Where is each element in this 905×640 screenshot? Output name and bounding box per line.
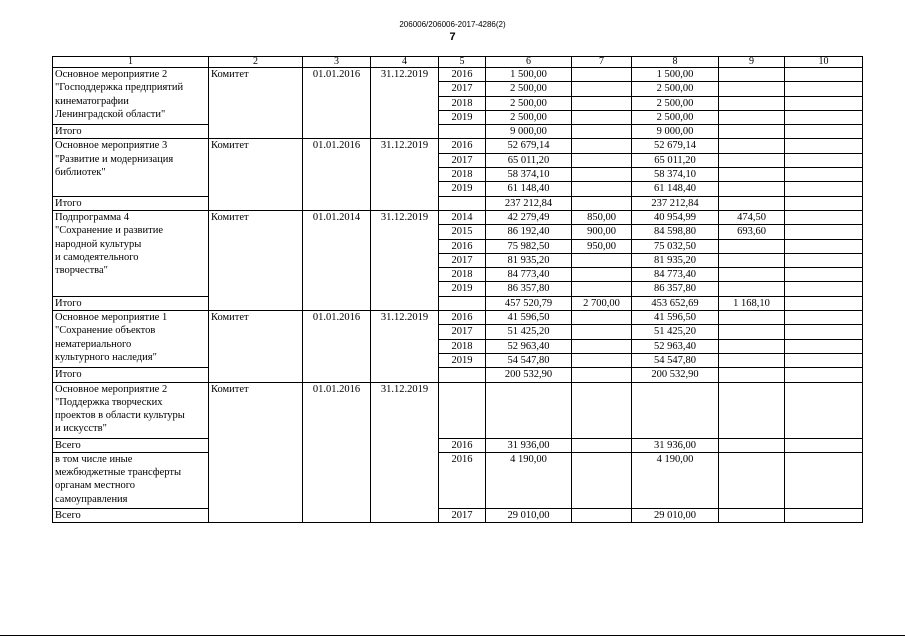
- amount-regional: 75 032,50: [632, 239, 719, 253]
- amount-regional: 29 010,00: [632, 508, 719, 522]
- amount-local: [719, 311, 785, 325]
- year-cell: 2018: [439, 168, 486, 182]
- activity-name: [53, 68, 209, 125]
- row-label: [53, 452, 209, 508]
- amount-regional: 40 954,99: [632, 210, 719, 224]
- amount-other: [785, 153, 863, 167]
- amount-total: 2 500,00: [486, 110, 572, 124]
- activity-name: [53, 311, 209, 368]
- total-row: [53, 125, 863, 139]
- year-cell: 2016: [439, 438, 486, 452]
- amount-regional: 51 425,20: [632, 325, 719, 339]
- year-cell: 2018: [439, 268, 486, 282]
- amount-federal: [572, 339, 632, 353]
- amount-other: [785, 139, 863, 153]
- column-header: 4: [371, 57, 439, 68]
- amount-other: [785, 282, 863, 296]
- amount-total: 41 596,50: [486, 311, 572, 325]
- amount-total: 86 357,80: [486, 282, 572, 296]
- amount-total: 86 192,40: [486, 225, 572, 239]
- amount-local: [719, 452, 785, 508]
- executor: Комитет: [209, 139, 303, 210]
- amount-federal: [572, 153, 632, 167]
- amount-local: [719, 253, 785, 267]
- amount-total: 52 963,40: [486, 339, 572, 353]
- amount-total: 58 374,10: [486, 168, 572, 182]
- amount-regional: 52 679,14: [632, 139, 719, 153]
- year-cell: 2017: [439, 325, 486, 339]
- year-cell: 2016: [439, 311, 486, 325]
- year-cell: 2019: [439, 110, 486, 124]
- activity-name: [53, 139, 209, 196]
- amount-total: 52 679,14: [486, 139, 572, 153]
- amount-federal: 950,00: [572, 239, 632, 253]
- end-date: 31.12.2019: [371, 382, 439, 523]
- cell-text-line: и самодеятельного: [55, 251, 139, 263]
- amount-total: 457 520,79: [486, 296, 572, 310]
- cell-text-line: народной культуры: [55, 238, 142, 250]
- year-cell: 2017: [439, 82, 486, 96]
- amount-regional: 52 963,40: [632, 339, 719, 353]
- amount-federal: [572, 110, 632, 124]
- cell-text-line: межбюджетные трансферты: [55, 467, 181, 479]
- year-cell: [439, 368, 486, 382]
- year-cell: 2016: [439, 452, 486, 508]
- cell-text-line: Основное мероприятие 3: [55, 140, 168, 152]
- column-header: 2: [209, 57, 303, 68]
- amount-total: 65 011,20: [486, 153, 572, 167]
- amount-local: 693,60: [719, 225, 785, 239]
- amount-federal: [572, 182, 632, 196]
- amount-federal: [572, 96, 632, 110]
- amount-other: [785, 296, 863, 310]
- amount-other: [785, 311, 863, 325]
- amount-regional: 2 500,00: [632, 82, 719, 96]
- amount-local: [719, 110, 785, 124]
- total-label: Итого: [53, 125, 209, 139]
- amount-regional: 2 500,00: [632, 96, 719, 110]
- amount-regional: 61 148,40: [632, 182, 719, 196]
- amount-federal: [572, 268, 632, 282]
- cell-text-line: творчества": [55, 265, 108, 277]
- table-row: [53, 139, 863, 153]
- amount-regional: 84 773,40: [632, 268, 719, 282]
- amount-local: [719, 268, 785, 282]
- document-id: 206006/206006-2017-4286(2): [399, 20, 506, 29]
- empty-cell: [486, 382, 572, 438]
- start-date: 01.01.2016: [303, 68, 371, 139]
- amount-federal: 850,00: [572, 210, 632, 224]
- start-date: 01.01.2016: [303, 382, 371, 523]
- cell-text-line: Основное мероприятие 1: [55, 312, 168, 324]
- amount-local: 474,50: [719, 210, 785, 224]
- cell-text-line: в том числе иные: [55, 453, 133, 465]
- amount-local: [719, 96, 785, 110]
- cell-text-line: кинематографии: [55, 95, 129, 107]
- amount-regional: 86 357,80: [632, 282, 719, 296]
- amount-federal: [572, 125, 632, 139]
- amount-regional: 54 547,80: [632, 353, 719, 367]
- table-row: [53, 382, 863, 438]
- end-date: 31.12.2019: [371, 311, 439, 382]
- amount-total: 4 190,00: [486, 452, 572, 508]
- column-header: 9: [719, 57, 785, 68]
- amount-regional: 65 011,20: [632, 153, 719, 167]
- amount-other: [785, 82, 863, 96]
- activity-name: [53, 382, 209, 438]
- year-cell: 2015: [439, 225, 486, 239]
- amount-other: [785, 253, 863, 267]
- amount-federal: [572, 368, 632, 382]
- year-cell: 2018: [439, 339, 486, 353]
- amount-local: [719, 325, 785, 339]
- cell-text-line: "Сохранение и развитие: [55, 225, 163, 237]
- amount-total: 31 936,00: [486, 438, 572, 452]
- empty-cell: [632, 382, 719, 438]
- cell-text-line: Подпрограмма 4: [55, 211, 129, 223]
- cell-text-line: Основное мероприятие 2: [55, 383, 168, 395]
- year-cell: 2019: [439, 282, 486, 296]
- year-cell: [439, 125, 486, 139]
- amount-local: [719, 182, 785, 196]
- executor: Комитет: [209, 68, 303, 139]
- amount-local: [719, 339, 785, 353]
- total-row: [53, 196, 863, 210]
- amount-other: [785, 96, 863, 110]
- amount-other: [785, 438, 863, 452]
- amount-regional: 453 652,69: [632, 296, 719, 310]
- column-header: 10: [785, 57, 863, 68]
- amount-other: [785, 353, 863, 367]
- amount-total: 2 500,00: [486, 82, 572, 96]
- cell-text-line: нематериального: [55, 338, 132, 350]
- amount-regional: 237 212,84: [632, 196, 719, 210]
- year-cell: 2019: [439, 353, 486, 367]
- amount-total: 200 532,90: [486, 368, 572, 382]
- year-cell: 2016: [439, 139, 486, 153]
- amount-other: [785, 110, 863, 124]
- amount-local: [719, 153, 785, 167]
- amount-regional: 4 190,00: [632, 452, 719, 508]
- amount-total: 61 148,40: [486, 182, 572, 196]
- cell-text-line: органам местного: [55, 480, 135, 492]
- amount-regional: 200 532,90: [632, 368, 719, 382]
- table-row: [53, 210, 863, 224]
- amount-regional: 2 500,00: [632, 110, 719, 124]
- year-cell: [439, 296, 486, 310]
- empty-cell: [439, 382, 486, 438]
- cell-text-line: "Господдержка предприятий: [55, 82, 184, 94]
- amount-federal: [572, 168, 632, 182]
- amount-total: 54 547,80: [486, 353, 572, 367]
- amount-local: [719, 68, 785, 82]
- column-header: 3: [303, 57, 371, 68]
- amount-other: [785, 268, 863, 282]
- end-date: 31.12.2019: [371, 68, 439, 139]
- cell-text-line: проектов в области культуры: [55, 410, 185, 422]
- amount-total: 42 279,49: [486, 210, 572, 224]
- table-row: [53, 452, 863, 508]
- amount-total: 9 000,00: [486, 125, 572, 139]
- year-cell: 2017: [439, 253, 486, 267]
- amount-regional: 58 374,10: [632, 168, 719, 182]
- amount-local: [719, 239, 785, 253]
- end-date: 31.12.2019: [371, 210, 439, 310]
- cell-text-line: самоуправления: [55, 493, 128, 505]
- amount-federal: [572, 139, 632, 153]
- amount-local: 1 168,10: [719, 296, 785, 310]
- year-cell: [439, 196, 486, 210]
- amount-other: [785, 339, 863, 353]
- total-row: [53, 296, 863, 310]
- amount-other: [785, 125, 863, 139]
- table-row: [53, 311, 863, 325]
- activity-name: [53, 210, 209, 296]
- amount-local: [719, 125, 785, 139]
- amount-federal: [572, 353, 632, 367]
- amount-federal: [572, 253, 632, 267]
- page-number: 7: [449, 31, 456, 43]
- column-header-row: [53, 57, 863, 68]
- year-cell: 2014: [439, 210, 486, 224]
- executor: Комитет: [209, 311, 303, 382]
- executor: Комитет: [209, 210, 303, 310]
- year-cell: 2017: [439, 153, 486, 167]
- page-bottom-border: [0, 635, 905, 636]
- amount-other: [785, 508, 863, 522]
- executor: Комитет: [209, 382, 303, 523]
- total-label: Итого: [53, 296, 209, 310]
- amount-other: [785, 239, 863, 253]
- cell-text-line: Ленинградской области": [55, 108, 166, 120]
- amount-local: [719, 139, 785, 153]
- budget-table: [52, 56, 863, 523]
- column-header: 8: [632, 57, 719, 68]
- amount-regional: 41 596,50: [632, 311, 719, 325]
- amount-federal: [572, 68, 632, 82]
- cell-text-line: Основное мероприятие 2: [55, 69, 168, 80]
- amount-federal: [572, 325, 632, 339]
- total-row: [53, 368, 863, 382]
- year-cell: 2016: [439, 239, 486, 253]
- amount-local: [719, 82, 785, 96]
- column-header: 1: [53, 57, 209, 68]
- cell-text-line: библиотек": [55, 167, 106, 179]
- table-row: [53, 438, 863, 452]
- column-header: 5: [439, 57, 486, 68]
- amount-regional: 1 500,00: [632, 68, 719, 82]
- amount-federal: [572, 196, 632, 210]
- amount-other: [785, 225, 863, 239]
- amount-regional: 9 000,00: [632, 125, 719, 139]
- year-cell: 2018: [439, 96, 486, 110]
- empty-cell: [785, 382, 863, 438]
- cell-text-line: и искусств": [55, 423, 107, 435]
- amount-federal: [572, 438, 632, 452]
- amount-local: [719, 353, 785, 367]
- amount-regional: 84 598,80: [632, 225, 719, 239]
- amount-regional: 31 936,00: [632, 438, 719, 452]
- cell-text-line: "Развитие и модернизация: [55, 153, 174, 165]
- total-label: Итого: [53, 368, 209, 382]
- amount-other: [785, 168, 863, 182]
- amount-other: [785, 196, 863, 210]
- end-date: 31.12.2019: [371, 139, 439, 210]
- amount-federal: 900,00: [572, 225, 632, 239]
- amount-other: [785, 210, 863, 224]
- amount-total: 84 773,40: [486, 268, 572, 282]
- empty-cell: [572, 382, 632, 438]
- amount-total: 2 500,00: [486, 96, 572, 110]
- amount-federal: [572, 82, 632, 96]
- year-cell: 2016: [439, 68, 486, 82]
- total-label: Итого: [53, 196, 209, 210]
- column-header: 6: [486, 57, 572, 68]
- amount-total: 51 425,20: [486, 325, 572, 339]
- amount-total: 29 010,00: [486, 508, 572, 522]
- year-cell: 2017: [439, 508, 486, 522]
- amount-other: [785, 68, 863, 82]
- amount-federal: [572, 311, 632, 325]
- amount-local: [719, 368, 785, 382]
- cell-text-line: культурного наследия": [55, 351, 157, 363]
- amount-total: 81 935,20: [486, 253, 572, 267]
- amount-other: [785, 368, 863, 382]
- amount-other: [785, 182, 863, 196]
- amount-local: [719, 168, 785, 182]
- amount-other: [785, 452, 863, 508]
- amount-total: 237 212,84: [486, 196, 572, 210]
- amount-federal: 2 700,00: [572, 296, 632, 310]
- table-row: [53, 68, 863, 82]
- amount-local: [719, 508, 785, 522]
- cell-text-line: "Поддержка творческих: [55, 396, 163, 408]
- amount-federal: [572, 508, 632, 522]
- amount-total: 1 500,00: [486, 68, 572, 82]
- amount-local: [719, 438, 785, 452]
- amount-other: [785, 325, 863, 339]
- empty-cell: [719, 382, 785, 438]
- table-row: [53, 508, 863, 522]
- amount-federal: [572, 452, 632, 508]
- amount-total: 75 982,50: [486, 239, 572, 253]
- amount-local: [719, 282, 785, 296]
- start-date: 01.01.2014: [303, 210, 371, 310]
- amount-federal: [572, 282, 632, 296]
- start-date: 01.01.2016: [303, 139, 371, 210]
- row-label: Всего: [53, 438, 209, 452]
- year-cell: 2019: [439, 182, 486, 196]
- start-date: 01.01.2016: [303, 311, 371, 382]
- column-header: 7: [572, 57, 632, 68]
- amount-regional: 81 935,20: [632, 253, 719, 267]
- row-label: Всего: [53, 508, 209, 522]
- amount-local: [719, 196, 785, 210]
- cell-text-line: "Сохранение объектов: [55, 325, 156, 337]
